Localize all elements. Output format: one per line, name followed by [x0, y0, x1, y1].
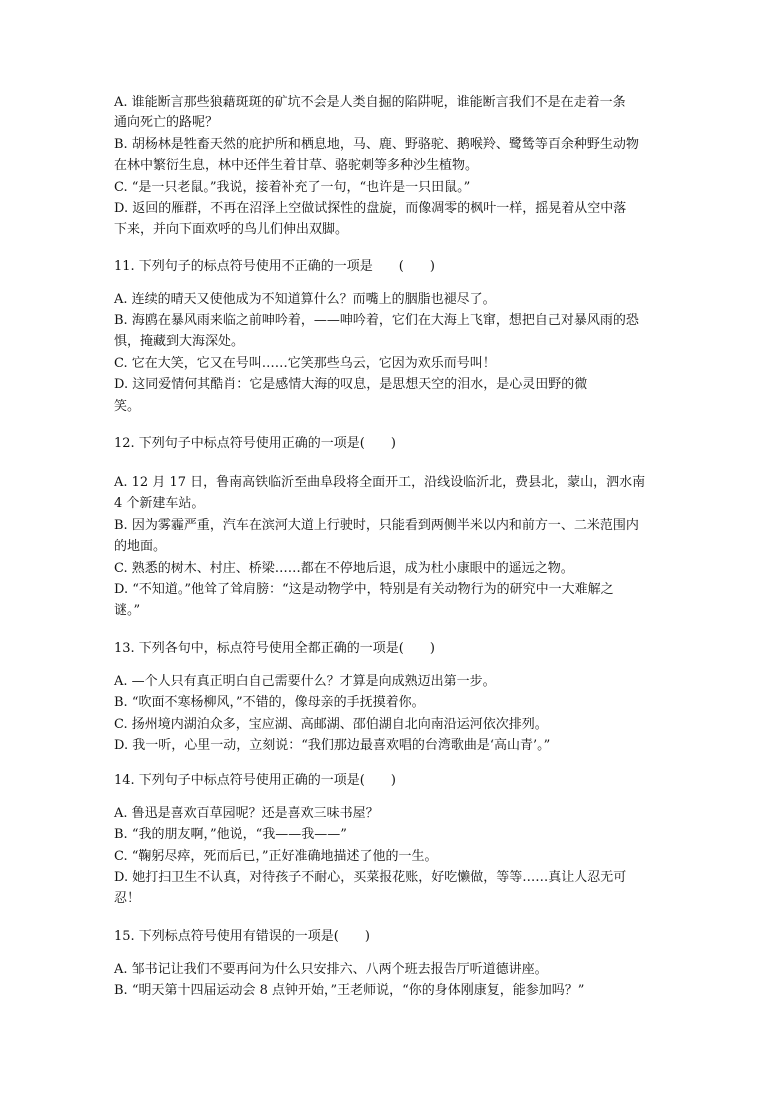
q14-option-c: C. “鞠躬尽瘁，死而后已，”正好准确地描述了他的一生。 — [114, 849, 438, 864]
q13-option-b: B. “吹面不寒杨柳风，”不错的，像母亲的手抚摸着你。 — [114, 695, 425, 710]
question-11: 11. 下列句子的标点符号使用不正确的一项是 ( ) — [114, 259, 435, 274]
question-12: 12. 下列句子中标点符号使用正确的一项是( ) — [114, 436, 396, 451]
q11-option-b-cont: 惧，掩藏到大海深处。 — [114, 334, 245, 349]
q11-option-c: C. 它在大笑，它又在号叫……它笑那些乌云，它因为欢乐而号叫！ — [114, 356, 496, 371]
q13-option-d: D. 我一听，心里一动，立刻说：“我们那边最喜欢唱的台湾歌曲是‘高山青’。” — [114, 738, 551, 753]
question-15: 15. 下列标点符号使用有错误的一项是( ) — [114, 929, 370, 944]
q11-option-d: D. 这同爱情何其酷肖：它是感情大海的叹息，是思想天空的泪水，是心灵田野的微 — [114, 377, 588, 392]
q11-option-d-cont: 笑。 — [114, 399, 141, 414]
q12-option-a-cont: 4 个新建车站。 — [114, 496, 205, 511]
q10-option-c: C. “是一只老鼠。”我说，接着补充了一句，“也许是一只田鼠。” — [114, 180, 471, 195]
q12-option-c: C. 熟悉的树木、村庄、桥梁……都在不停地后退，成为杜小康眼中的遥远之物。 — [114, 561, 574, 576]
q11-option-a: A. 连续的晴天又使他成为不知道算什么？而嘴上的胭脂也褪尽了。 — [114, 292, 496, 307]
q12-option-d-cont: 谜。” — [114, 603, 141, 618]
q10-option-a-cont: 通向死亡的路呢？ — [114, 115, 219, 130]
q10-option-b-cont: 在林中繁衍生息，林中还伴生着甘草、骆驼刺等多种沙生植物。 — [114, 158, 479, 173]
question-14: 14. 下列句子中标点符号使用正确的一项是( ) — [114, 773, 396, 788]
q15-option-a: A. 邹书记让我们不要再问为什么只安排六、八两个班去报告厅听道德讲座。 — [114, 962, 548, 977]
q12-option-a: A. 12 月 17 日，鲁南高铁临沂至曲阜段将全面开工，沿线设临沂北，费县北，蒙山，泗水南 — [114, 475, 646, 490]
q14-option-a: A. 鲁迅是喜欢百草园呢？还是喜欢三味书屋？ — [114, 806, 379, 821]
q14-option-d: D. 她打扫卫生不认真，对待孩子不耐心，买菜报花账，好吃懒做，等等……真让人忍无可 — [114, 870, 627, 885]
q11-option-b: B. 海鸥在暴风雨来临之前呻吟着，——呻吟着，它们在大海上飞窜，想把自己对暴风雨的恐 — [114, 313, 639, 328]
q10-option-b: B. 胡杨林是牲畜天然的庇护所和栖息地，马、鹿、野骆驼、鹅喉羚、鹭鸶等百余种野生动物 — [114, 137, 639, 152]
q13-option-a: A. —个人只有真正明白自己需要什么？才算是向成熟迈出第一步。 — [114, 674, 496, 689]
q12-option-b: B. 因为雾霾严重，汽车在滨河大道上行驶时，只能看到两侧半米以内和前方一、二米范围内 — [114, 518, 639, 533]
q14-option-d-cont: 忍！ — [114, 891, 141, 906]
q12-option-d: D. “不知道。”他耸了耸肩膀：“这是动物学中，特别是有关动物行为的研究中一大难解之 — [114, 582, 614, 597]
q10-option-d-cont: 下来，并向下面欢呼的鸟儿们伸出双脚。 — [114, 222, 349, 237]
q10-option-a: A. 谁能断言那些狼藉斑斑的矿坑不会是人类自掘的陷阱呢，谁能断言我们不是在走着一条 — [114, 95, 626, 110]
question-13: 13. 下列各句中，标点符号使用全都正确的一项是( ) — [114, 641, 435, 656]
q10-option-d: D. 返回的雁群，不再在沼泽上空做试探性的盘旋，而像凋零的枫叶一样，摇晃着从空中落 — [114, 201, 627, 216]
q14-option-b: B. “我的朋友啊，”他说，“我——我——” — [114, 827, 347, 842]
q12-option-b-cont: 的地面。 — [114, 539, 167, 554]
q13-option-c: C. 扬州境内湖泊众多，宝应湖、高邮湖、邵伯湖自北向南沿运河依次排列。 — [114, 717, 548, 732]
q15-option-b: B. “明天第十四届运动会 8 点钟开始，”王老师说，“你的身体刚康复，能参加吗？” — [114, 983, 585, 998]
